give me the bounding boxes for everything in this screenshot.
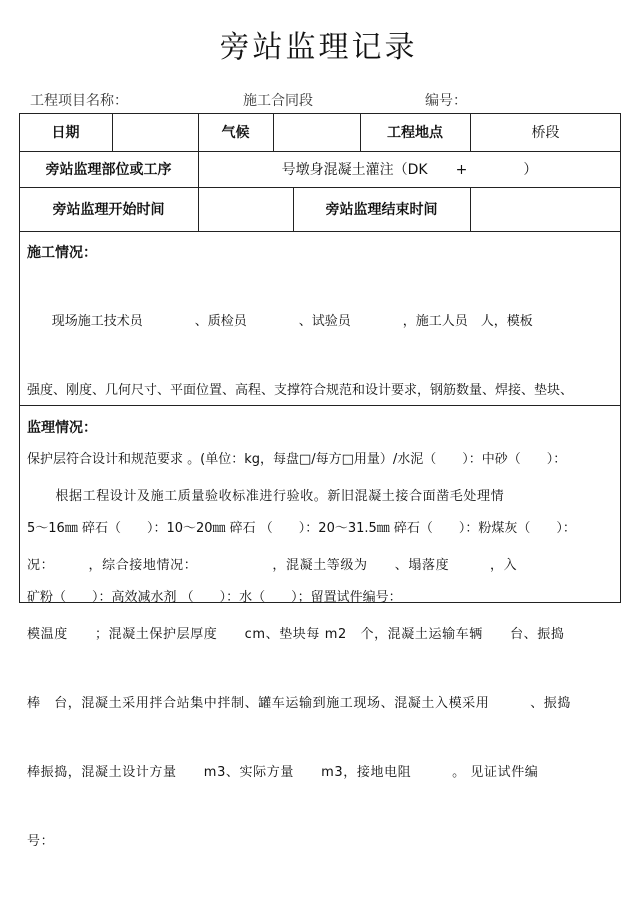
end-time-label: 旁站监理结束时间 — [325, 202, 438, 218]
construction-line: 强度、刚度、几何尺寸、平面位置、高程、支撑符合规范和设计要求，钢筋数量、焊接、垫块、 — [27, 383, 574, 398]
supervision-line: 号： — [27, 834, 55, 849]
serial-number-label: 编号： — [425, 93, 467, 109]
weather-value[interactable] — [273, 113, 360, 151]
row-divider — [19, 231, 621, 232]
date-label: 日期 — [51, 125, 80, 141]
supervision-line: 模温度 ；混凝土保护层厚度 cm、垫块每 m2 个，混凝土运输车辆 台、振捣 — [27, 627, 565, 642]
supervision-paragraph — [27, 439, 617, 899]
supervised-part-label: 旁站监理部位或工序 — [45, 162, 172, 178]
location-label: 工程地点 — [387, 125, 443, 141]
end-time-value[interactable] — [470, 187, 621, 231]
supervision-line: 况： ，综合接地情况： ，混凝土等级为 、塌落度 ，入 — [27, 558, 518, 573]
date-value[interactable] — [112, 113, 198, 151]
supervision-line: 棒 台，混凝土采用拌合站集中拌制、罐车运输到施工现场、混凝土入模采用 、振捣 — [27, 696, 572, 711]
construction-line: 保护层符合设计和规范要求 。(单位：kg，每盘□/每方□用量）/水泥（ ）：中砂（ ）： — [27, 452, 567, 467]
start-time-value[interactable] — [198, 187, 293, 231]
start-time-label: 旁站监理开始时间 — [52, 202, 165, 218]
supervision-line: 根据工程设计及施工质量验收标准进行验收。新旧混凝土接合面凿毛处理情 — [27, 489, 505, 504]
supervised-part-value[interactable]: 号墩身混凝土灌注（DK + ） — [281, 162, 538, 178]
contract-section-label: 施工合同段 — [243, 93, 313, 109]
weather-label: 气候 — [221, 125, 250, 141]
document-title: 旁站监理记录 — [219, 30, 418, 65]
construction-heading: 施工情况： — [27, 245, 97, 261]
supervision-line: 棒振捣，混凝土设计方量 m3、实际方量 m3，接地电阻 。 见证试件编 — [27, 765, 539, 780]
construction-line: 现场施工技术员 、质检员 、试验员 ，施工人员 人，模板 — [27, 314, 533, 329]
construction-line: 矿粉（ ）：高效减水剂 （ ）：水（ ）；留置试件编号： — [27, 590, 402, 605]
supervision-heading: 监理情况： — [27, 420, 97, 436]
construction-line: 5～16㎜ 碎石（ ）：10～20㎜ 碎石 （ ）：20～31.5㎜ 碎石（ ）：粉煤灰（ ）： — [27, 521, 576, 536]
project-name-label: 工程项目名称： — [30, 93, 128, 109]
location-value[interactable]: 桥段 — [531, 125, 560, 141]
